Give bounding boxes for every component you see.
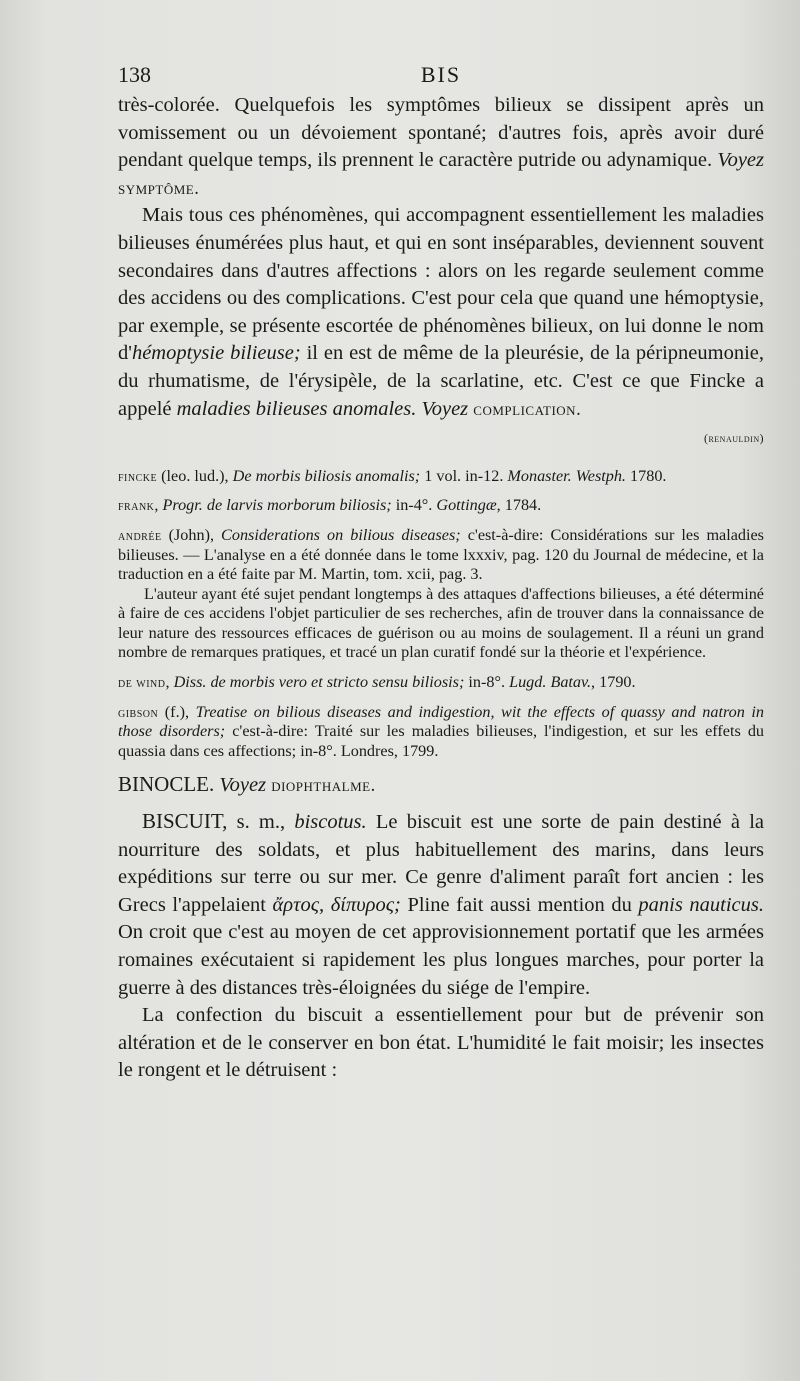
bibliography-note: L'auteur ayant été sujet pendant longtemps à des attaques d'affections bilieuses, a été déterminé à faire de ces accidens l'objet particulier de ses recherches, afin de trouver dans la connaissance de leur nature des ressources efficaces de guérison ou au moins de soulagement. Il a réuni un grand nombre de remarques pratiques, et tracé un plan curatif fondé sur la théorie et l'expérience. xyxy=(118,584,764,662)
cross-reference: complication. xyxy=(473,398,582,419)
headword: BISCUIT, xyxy=(142,809,228,834)
running-head: BIS xyxy=(420,62,462,87)
headword-line: BINOCLE. Voyez diophthalme. xyxy=(118,772,376,797)
bibliography-entry: fincke (leo. lud.), De morbis biliosis anomalis; 1 vol. in-12. Monaster. Westph. 1780. xyxy=(118,466,667,485)
paragraph: très-colorée. Quelquefois les symptômes bilieux se dissipent après un vomissement ou un dévoiement spontané; d'autres fois, après avoir duré pendant quelque temps, ils prennent le caractère putride ou adynamique. Voyez symptôme. xyxy=(118,94,764,198)
author-signature: (renauldin) xyxy=(704,432,764,446)
bibliography-entry: gibson (f.), Treatise on bilious diseases and indigestion, wit the effects of quassy and natron in those disorders; c'est-à-dire: Traité sur les maladies bilieuses, l'indigestion, et sur les effets du quassia dans ces affections; in-8°. Londres, 1799. xyxy=(118,702,765,760)
paragraph: Mais tous ces phénomènes, qui accompagnent essentiellement les maladies bilieuses énumérées plus haut, et qui en sont inséparables, deviennent souvent secondaires dans d'autres affections : alors on les regarde seulement comme des accidens ou des complications. C'est pour cela que quand une hémoptysie, par exemple, se présente escortée de phénomènes bilieux, on lui donne le nom d'hémoptysie bilieuse; il en est de même de la pleurésie, de la péripneumonie, du rhumatisme, de l'érysipèle, de la scarlatine, etc. C'est ce que Fincke a appelé maladies bilieuses anomales. Voyez complication. xyxy=(118,204,764,420)
paragraph: La confection du biscuit a essentiellement pour but de prévenir son altération et de le conserver en bon état. L'humidité le fait moisir; les insectes le rongent et le détruisent : xyxy=(118,1004,764,1082)
bibliography-entry: andrée (John), Considerations on bilious diseases; c'est-à-dire: Considérations sur les maladies bilieuses. — L'analyse en a été donnée dans le tome lxxxiv, pag. 120 du Journal de médecine, et la traduction en a été faite par M. Martin, tom. xcii, pag. 3. L'auteur ayant été sujet pendant longtemps à des attaques d'affections bilieuses, a été déterminé à faire de ces accidens l'objet particulier de ses recherches, afin de trouver dans la connaissance de leur nature des ressources efficaces de guérison ou au moins de soulagement. Il a réuni un grand nombre de remarques pratiques, et tracé un plan curatif fondé sur la théorie et l'expérience. xyxy=(118,525,764,662)
bibliography xyxy=(118,467,764,762)
binocle-entry xyxy=(118,771,764,800)
bilieux-article-end xyxy=(118,92,764,453)
cross-reference: symptôme. xyxy=(118,177,200,198)
bibliography-entry: frank, Progr. de larvis morborum biliosis; in-4°. Gottingæ, 1784. xyxy=(118,496,542,515)
bibliography-entry: de wind, Diss. de morbis vero et stricto sensu biliosis; in-8°. Lugd. Batav., 1790. xyxy=(118,673,636,692)
greek-term: ἄρτος, δίπυρος; xyxy=(272,893,401,916)
author-signature-row xyxy=(118,425,764,453)
headword: BINOCLE. xyxy=(118,772,215,797)
paragraph: BISCUIT, s. m., biscotus. Le biscuit est une sorte de pain destiné à la nourriture des soldats, et plus habituellement des marins, dans leurs expéditions sur terre ou sur mer. Ce genre d'aliment paraît fort ancien : les Grecs l'appelaient ἄρτος, δίπυρος; Pline fait aussi mention du panis nauticus. On croit que c'est au moyen de cet approvisionnement portatif que les armées romaines exécutaient si rapidement les plus longues marches, pour porter la guerre à des distances très-éloignées du siége de l'empire. xyxy=(118,809,764,999)
cross-reference: diophthalme. xyxy=(271,775,376,796)
page-header xyxy=(118,62,764,92)
biscuit-article xyxy=(118,808,764,1085)
page-number: 138 xyxy=(118,62,151,87)
